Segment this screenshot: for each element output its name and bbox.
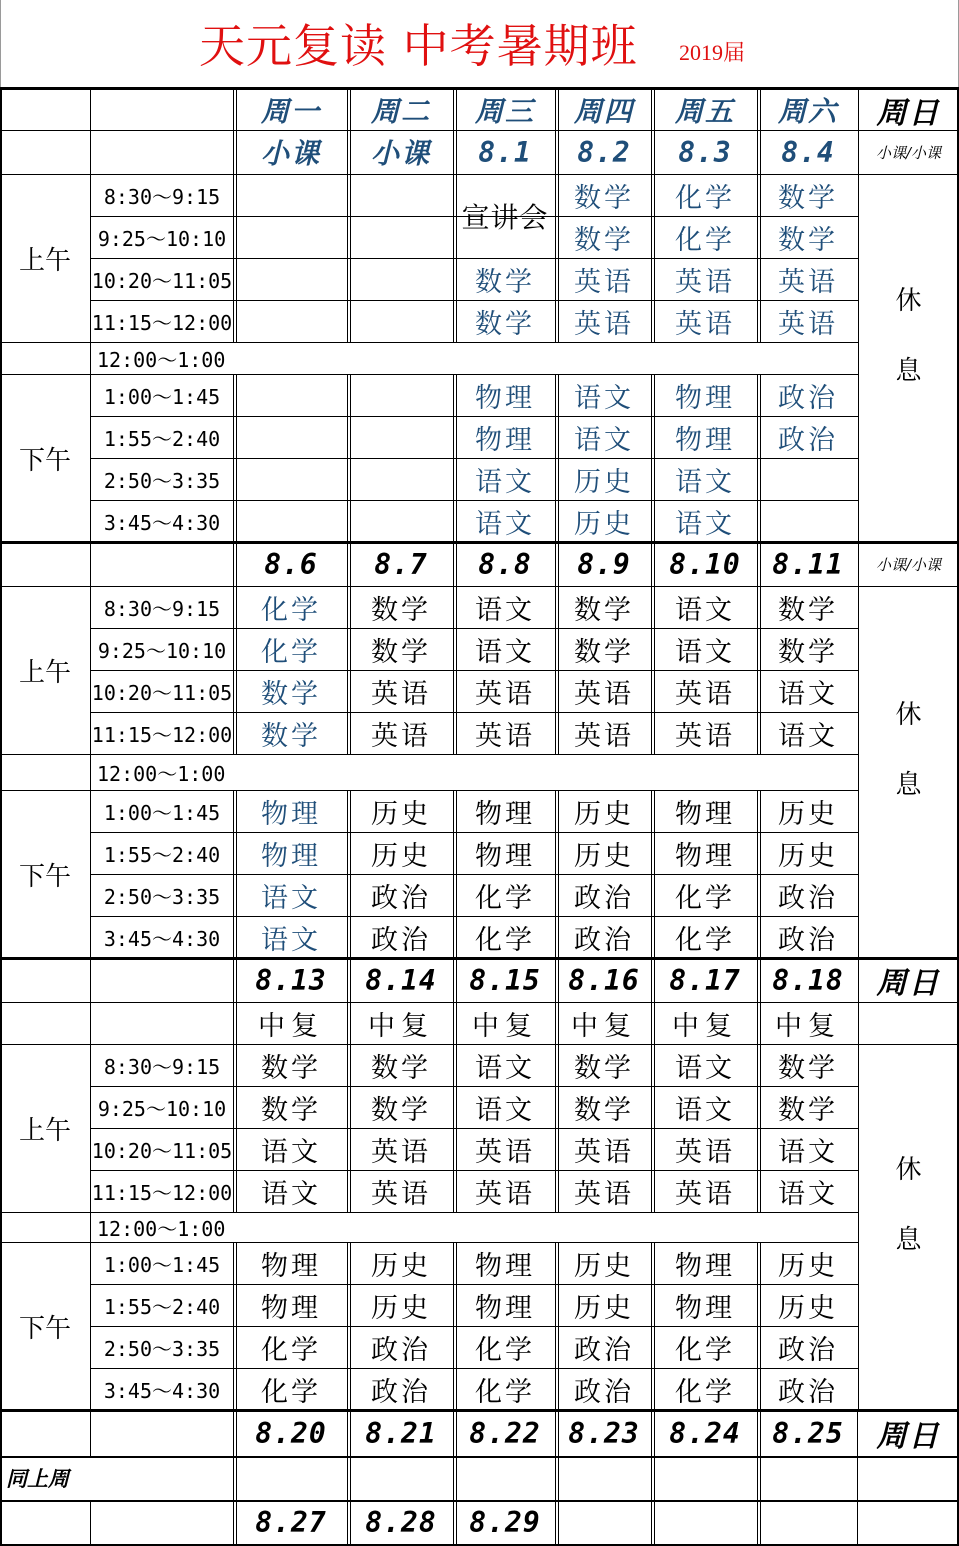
time-slot: 1:00～1:45 [103, 384, 221, 409]
subject-cell: 物理 [675, 382, 735, 414]
date-label: 8.14 [365, 963, 437, 997]
subject-cell: 历史 [574, 798, 634, 830]
lunch-break-row: 12:00～1:00 [97, 347, 226, 372]
date-label: 8.21 [365, 1416, 437, 1450]
time-slot: 8:30～9:15 [103, 184, 221, 209]
subject-cell: 数学 [778, 182, 838, 214]
review-label: 中复 [472, 1010, 538, 1042]
date-label: 8.24 [669, 1416, 741, 1450]
subject-cell: 英语 [574, 308, 634, 340]
subject-cell: 物理 [475, 424, 535, 456]
review-label: 中复 [368, 1010, 434, 1042]
subject-cell: 政治 [778, 1376, 838, 1408]
subject-cell: 化学 [675, 224, 735, 256]
subject-cell: 化学 [261, 636, 321, 668]
subject-cell: 英语 [574, 720, 634, 752]
date-label: 周日 [876, 1419, 941, 1454]
subject-cell: 历史 [574, 508, 634, 540]
subject-cell: 语文 [261, 924, 321, 956]
grid-line [858, 542, 859, 958]
date-label: 8.20 [255, 1416, 327, 1450]
period-pm-label: 下午 [18, 445, 71, 476]
subject-cell: 语文 [675, 1052, 735, 1084]
subject-cell: 数学 [778, 224, 838, 256]
review-label: 中复 [258, 1010, 324, 1042]
date-label: 8.15 [469, 963, 541, 997]
time-slot: 1:00～1:45 [103, 1252, 221, 1277]
page-title-year: 2019届 [679, 40, 746, 65]
subject-cell: 化学 [475, 1334, 535, 1366]
subject-cell: 语文 [675, 636, 735, 668]
subject-cell: 化学 [675, 1376, 735, 1408]
subject-cell: 英语 [574, 1136, 634, 1168]
time-slot: 1:00～1:45 [103, 800, 221, 825]
subject-cell: 英语 [675, 720, 735, 752]
subject-cell: 英语 [371, 678, 431, 710]
rest-label: 息 [895, 1224, 922, 1255]
subject-cell: 英语 [475, 1136, 535, 1168]
date-label: 8.6 [264, 547, 318, 581]
subject-cell: 物理 [261, 798, 321, 830]
grid-line [347, 374, 348, 542]
subject-cell: 语文 [475, 636, 535, 668]
subject-cell: 数学 [475, 266, 535, 298]
subject-cell: 物理 [675, 424, 735, 456]
time-slot: 9:25～10:10 [97, 226, 227, 251]
date-label: 8.17 [669, 963, 741, 997]
subject-cell: 物理 [675, 1292, 735, 1324]
subject-cell: 数学 [778, 1094, 838, 1126]
subject-cell: 政治 [778, 382, 838, 414]
subject-cell: 历史 [778, 1292, 838, 1324]
subject-cell: 英语 [371, 1178, 431, 1210]
subject-cell: 历史 [574, 840, 634, 872]
page-title: 天元复读 中考暑期班 [199, 19, 638, 73]
subject-cell: 数学 [574, 1052, 634, 1084]
subject-cell: 英语 [675, 1178, 735, 1210]
subject-cell: 物理 [475, 1292, 535, 1324]
weekday-header: 周一 [260, 95, 321, 128]
time-slot: 3:45～4:30 [103, 926, 221, 951]
subject-cell: 英语 [778, 266, 838, 298]
subject-cell: 政治 [574, 882, 634, 914]
subject-cell: 英语 [778, 308, 838, 340]
time-slot: 10:20～11:05 [91, 1138, 233, 1163]
subject-cell: 语文 [778, 1136, 838, 1168]
subject-cell: 化学 [475, 924, 535, 956]
subject-cell: 英语 [675, 1136, 735, 1168]
subject-cell: 历史 [371, 1292, 431, 1324]
date-label: 8.13 [255, 963, 327, 997]
subject-cell: 数学 [778, 1052, 838, 1084]
subject-cell: 语文 [778, 720, 838, 752]
subject-cell: 语文 [778, 1178, 838, 1210]
subject-cell: 化学 [475, 882, 535, 914]
time-slot: 11:15～12:00 [91, 1180, 233, 1205]
subject-cell: 数学 [371, 1094, 431, 1126]
subject-cell: 历史 [574, 1292, 634, 1324]
subject-cell: 英语 [371, 720, 431, 752]
time-slot: 2:50～3:35 [103, 1336, 221, 1361]
day-label: 小课 [370, 137, 431, 170]
day-label: 8.4 [781, 135, 835, 169]
review-label: 中复 [775, 1010, 841, 1042]
time-slot: 8:30～9:15 [103, 1054, 221, 1079]
subject-cell: 物理 [475, 840, 535, 872]
weekday-header: 周四 [573, 95, 634, 128]
subject-cell: 数学 [574, 594, 634, 626]
date-label: 8.28 [365, 1505, 437, 1539]
weekday-header: 周日 [876, 96, 941, 130]
subject-cell: 数学 [574, 224, 634, 256]
subject-cell: 英语 [475, 1178, 535, 1210]
time-slot: 1:55～2:40 [103, 842, 221, 867]
info-session-cell: 宣讲会 [461, 201, 549, 234]
grid-line [90, 1410, 91, 1456]
subject-cell: 政治 [371, 1376, 431, 1408]
grid-line [236, 374, 237, 542]
subject-cell: 化学 [261, 1334, 321, 1366]
time-slot: 9:25～10:10 [97, 1096, 227, 1121]
subject-cell: 化学 [675, 1334, 735, 1366]
rest-label: 休 [895, 699, 922, 730]
rest-label: 休 [895, 1154, 922, 1185]
subject-cell: 英语 [475, 678, 535, 710]
subject-cell: 数学 [475, 308, 535, 340]
subject-cell: 英语 [475, 720, 535, 752]
subject-cell: 历史 [371, 798, 431, 830]
subject-cell: 政治 [778, 424, 838, 456]
subject-cell: 语文 [261, 1178, 321, 1210]
subject-cell: 物理 [261, 1292, 321, 1324]
period-pm-label: 下午 [18, 861, 71, 892]
subject-cell: 政治 [778, 882, 838, 914]
date-label: 8.9 [577, 547, 631, 581]
lunch-break-row: 12:00～1:00 [97, 1216, 226, 1241]
subject-cell: 数学 [371, 636, 431, 668]
subject-cell: 历史 [574, 1250, 634, 1282]
date-label: 8.23 [568, 1416, 640, 1450]
date-label: 周日 [876, 966, 941, 1001]
date-label: 8.7 [374, 547, 428, 581]
period-am-label: 上午 [18, 245, 71, 276]
subject-cell: 数学 [261, 678, 321, 710]
subject-cell: 英语 [574, 266, 634, 298]
subject-cell: 化学 [475, 1376, 535, 1408]
subject-cell: 政治 [371, 924, 431, 956]
time-slot: 2:50～3:35 [103, 468, 221, 493]
subject-cell: 物理 [675, 840, 735, 872]
subject-cell: 数学 [371, 594, 431, 626]
subject-cell: 数学 [261, 1094, 321, 1126]
day-label: 小课 [260, 137, 321, 170]
period-am-label: 上午 [18, 657, 71, 688]
subject-cell: 数学 [261, 1052, 321, 1084]
subject-cell: 英语 [675, 678, 735, 710]
time-slot: 11:15～12:00 [91, 310, 233, 335]
day-label: 8.3 [678, 135, 732, 169]
weekday-header: 周三 [474, 95, 535, 128]
subject-cell: 政治 [371, 1334, 431, 1366]
subject-cell: 语文 [261, 1136, 321, 1168]
subject-cell: 英语 [574, 1178, 634, 1210]
subject-cell: 数学 [574, 182, 634, 214]
date-label: 8.22 [469, 1416, 541, 1450]
weekday-header: 周五 [674, 95, 735, 128]
subject-cell: 数学 [261, 720, 321, 752]
review-label: 中复 [571, 1010, 637, 1042]
subject-cell: 语文 [475, 466, 535, 498]
time-slot: 10:20～11:05 [91, 680, 233, 705]
weekday-header: 周六 [777, 95, 838, 128]
subject-cell: 语文 [475, 1052, 535, 1084]
date-label: 8.27 [255, 1505, 327, 1539]
day-label: 8.1 [478, 135, 532, 169]
day-label: 8.2 [577, 135, 631, 169]
subject-cell: 物理 [475, 798, 535, 830]
subject-cell: 数学 [574, 1094, 634, 1126]
subject-cell: 化学 [261, 594, 321, 626]
subject-cell: 历史 [778, 1250, 838, 1282]
date-label: 8.25 [772, 1416, 844, 1450]
time-slot: 3:45～4:30 [103, 510, 221, 535]
subject-cell: 数学 [574, 636, 634, 668]
subject-cell: 政治 [574, 1376, 634, 1408]
subject-cell: 物理 [675, 798, 735, 830]
rest-label: 息 [895, 769, 922, 800]
subject-cell: 化学 [675, 182, 735, 214]
period-pm-label: 下午 [18, 1313, 71, 1344]
subject-cell: 语文 [675, 466, 735, 498]
subject-cell: 数学 [778, 636, 838, 668]
subject-cell: 历史 [778, 840, 838, 872]
subject-cell: 语文 [475, 508, 535, 540]
date-label: 8.10 [669, 547, 741, 581]
subject-cell: 语文 [778, 678, 838, 710]
subject-cell: 政治 [778, 1334, 838, 1366]
time-slot: 10:20～11:05 [91, 268, 233, 293]
subject-cell: 化学 [261, 1376, 321, 1408]
day-label: 小课/小课 [875, 143, 942, 162]
lunch-break-row: 12:00～1:00 [97, 761, 226, 786]
review-label: 中复 [672, 1010, 738, 1042]
subject-cell: 语文 [574, 382, 634, 414]
time-slot: 1:55～2:40 [103, 1294, 221, 1319]
subject-cell: 语文 [475, 594, 535, 626]
subject-cell: 物理 [261, 840, 321, 872]
time-slot: 1:55～2:40 [103, 426, 221, 451]
rest-label: 息 [895, 355, 922, 386]
subject-cell: 物理 [475, 1250, 535, 1282]
subject-cell: 历史 [371, 840, 431, 872]
subject-cell: 历史 [371, 1250, 431, 1282]
date-label: 小课/小课 [875, 555, 942, 574]
subject-cell: 语文 [675, 508, 735, 540]
subject-cell: 政治 [574, 924, 634, 956]
time-slot: 2:50～3:35 [103, 884, 221, 909]
time-slot: 11:15～12:00 [91, 722, 233, 747]
subject-cell: 物理 [475, 382, 535, 414]
grid-line [350, 374, 351, 542]
time-slot: 9:25～10:10 [97, 638, 227, 663]
subject-cell: 物理 [261, 1250, 321, 1282]
date-label: 8.18 [772, 963, 844, 997]
subject-cell: 物理 [675, 1250, 735, 1282]
subject-cell: 英语 [371, 1136, 431, 1168]
grid-line [90, 1500, 91, 1546]
rest-label: 休 [895, 285, 922, 316]
date-label: 8.8 [478, 547, 532, 581]
subject-cell: 语文 [675, 594, 735, 626]
subject-cell: 政治 [778, 924, 838, 956]
subject-cell: 数学 [371, 1052, 431, 1084]
weekday-header: 周二 [370, 95, 431, 128]
subject-cell: 政治 [371, 882, 431, 914]
subject-cell: 政治 [574, 1334, 634, 1366]
date-label: 8.29 [469, 1505, 541, 1539]
time-slot: 8:30～9:15 [103, 596, 221, 621]
subject-cell: 语文 [475, 1094, 535, 1126]
subject-cell: 英语 [574, 678, 634, 710]
date-label: 8.16 [568, 963, 640, 997]
date-label: 8.11 [772, 547, 844, 581]
subject-cell: 语文 [261, 882, 321, 914]
subject-cell: 语文 [675, 1094, 735, 1126]
subject-cell: 历史 [778, 798, 838, 830]
subject-cell: 化学 [675, 924, 735, 956]
subject-cell: 英语 [675, 266, 735, 298]
subject-cell: 英语 [675, 308, 735, 340]
time-slot: 3:45～4:30 [103, 1378, 221, 1403]
subject-cell: 数学 [778, 594, 838, 626]
subject-cell: 化学 [675, 882, 735, 914]
period-am-label: 上午 [18, 1115, 71, 1146]
subject-cell: 历史 [574, 466, 634, 498]
same-as-last-week-note: 同上周 [6, 1466, 69, 1491]
subject-cell: 语文 [574, 424, 634, 456]
